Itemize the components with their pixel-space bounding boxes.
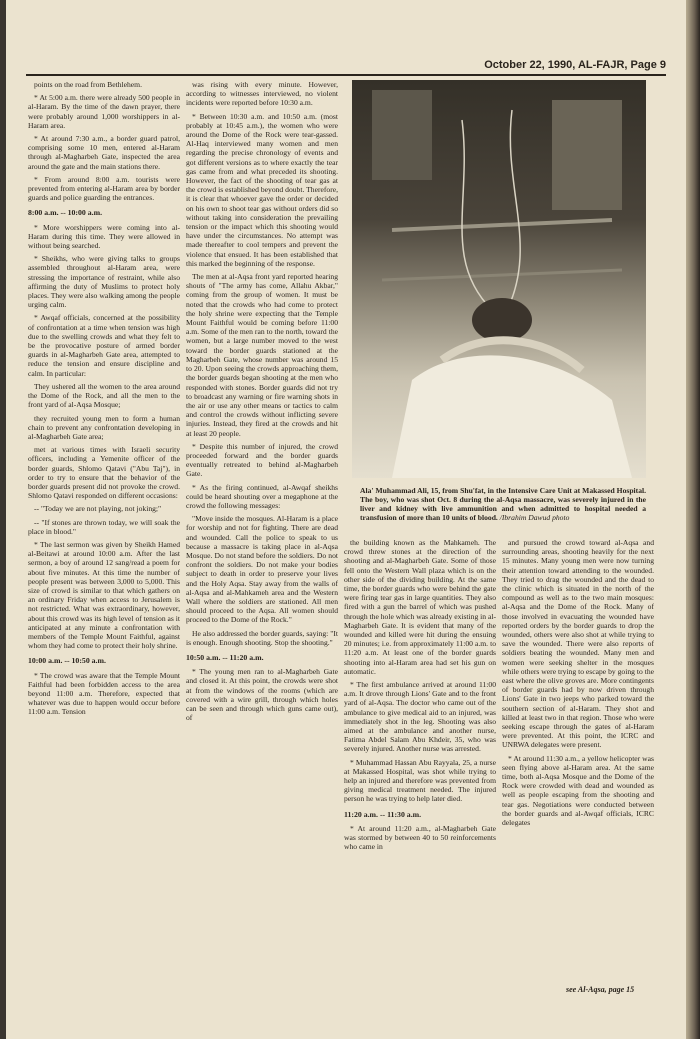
paragraph: * From around 8:00 a.m. tourists were prevented from entering al-Haram area by border guards and police guarding the entrances. (28, 174, 180, 203)
paragraph: They ushered all the women to the area around the Dome of the Rock, and all the men to the front yard of al-Aqsa Mosque; (28, 381, 180, 410)
paragraph: He also addressed the border guards, saying: "It is enough. Enough shooting. Stop the shooting." (186, 628, 338, 647)
continued-line: see Al-Aqsa, page 15 (566, 985, 635, 994)
newspaper-page (6, 0, 686, 1039)
paragraph: -- "If stones are thrown today, we will soak the place in blood." (28, 517, 180, 536)
paragraph: -- "Today we are not playing, not joking;" (34, 504, 162, 514)
column-3 (344, 538, 496, 978)
paragraph: * At around 7:30 a.m., a border guard patrol, comprising some 10 men, entered al-Haram through al-Magharbeh Gate, inspected the area around the gate and the main stations there. (28, 134, 180, 171)
paragraph: * Between 10:30 a.m. and 10:50 a.m. (most probably at 10:45 a.m.), the women who were around the Dome of the Rock were tear-gassed. Al-Haq interviewed many women and men regarding the precise chronology of events and got different versions as to where exactly the tear gas came from and what preceded its shooting. However, the fact of the shooting of tear gas at the crowd is established beyond doubt. Therefore, it is clear that whoever gave the order or decided on his own to shoot tear gas without orders did so without taking into consideration the prevailing tension or the impact which this shooting would have under the circumstances. No attempt was made thereafter to cool tempers and prevent the violence that ensued. It has been established that this marked the beginning of the response. (186, 111, 338, 268)
time-heading: 10:50 a.m. -- 11:20 a.m. (186, 652, 264, 662)
paragraph: * The first ambulance arrived at around 11:00 a.m. It drove through Lions' Gate and to the front yard of al-Aqsa. The doctor who came out of the ambulance to give medical aid to an injured, was immediately shot in the leg. Shooting was also aimed at the ambulance and another nurse, Fatima Abdel Salam Abu Khdeir, 35, who was severely injured. Another nurse was arrested. (344, 680, 496, 754)
paragraph: the building known as the Mahkameh. The crowd threw stones at the direction of the shooting and al-Magharbeh Gate. Some of those fell onto the Western Wall plaza which is on the other side of the dividing building. At the same time, the border guards who were behind the gate were firing tear gas in large quantities. They also fired with a gun the barrel of which was pushed through the hole which was already existing in al-Magharbeh Gate. It is evident that many of the wounded and killed were hit during the ensuing 20 minutes; i.e. from approximately 11:00 a.m. to 11:20 a.m. At least one of the border guards shooting into al-Haram area had set his gun on automatic. (344, 538, 496, 676)
paragraph: "Move inside the mosques. Al-Haram is a place for worship and not for fighting. There are dead and wounded. Call the police to speak to us because a massacre is taking place in al-Aqsa Mosque. Do not stand before the soldiers. Do not confront the soldiers. Do not make your bodies subject to death in order to preserve your lives and the Holy Aqsa. Stay away from the walls of al-Aqsa and al-Mahkameh area and the Western Wall where the soldiers are stationed. All men should proceed to the Aqsa. All women should proceed to the Dome of the Rock." (186, 514, 338, 625)
paragraph: and pursued the crowd toward al-Aqsa and surrounding areas, shooting heavily for the next 15 minutes. Many young men were now turning their attention toward attending to the wounded. They tried to drag the wounded and the dead to the clinic which is situated in the north of the compound as well as to the two main mosques: al-Aqsa and the Dome of the Rock. Many of those involved in evacuating the wounded have reported orders by the border guards to drop the wounded, others were also shot at while trying to save the wounded. There were also reports of soldiers beating the wounded. Many men and women were seeking shelter in the mosques while others were trying to escape by going to the east where the olive groves are. More contingents of border guards had by now driven through Lions' Gate in two jeeps who parked toward the southern section of al-Haram. They shot and killed at least two in that region. Those who were seeking escape through the gates of al-Haram were prevented. At this point, the ICRC and UNRWA delegates were present. (502, 538, 654, 750)
column-2 (186, 80, 338, 1030)
hospital-photo (352, 80, 646, 478)
paragraph: * Despite this number of injured, the crowd proceeded forward and the border guards eventually retreated to behind al-Magharbeh Gate. (186, 441, 338, 479)
paragraph: * The young men ran to al-Magharbeh Gate and closed it. At this point, the crowds were shot at from the windows of the rooms (which are covered with a wire grill, through which holes can be seen and through which guns came out), of (186, 667, 338, 723)
paragraph: * At around 11:30 a.m., a yellow helicopter was seen flying above al-Haram area. At the same time, both al-Aqsa Mosque and the Dome of the Rock were crowded with dead and wounded as well as people escaping from the shooting and tear gas. Negotiations were conducted between the border guards and al-Awqaf officials, ICRC delegates (502, 753, 654, 828)
column-1 (28, 80, 180, 1030)
paragraph: * More worshippers were coming into al-Haram during this time. They were allowed in without being searched. (28, 222, 180, 251)
page-header (26, 52, 666, 76)
time-heading: 10:00 a.m. -- 10:50 a.m. (28, 656, 106, 666)
time-heading: 11:20 a.m. -- 11:30 a.m. (344, 809, 422, 819)
paragraph: * At around 11:20 a.m., al-Magharbeh Gate was stormed by between 40 to 50 reinforcements who came in (344, 823, 496, 852)
paragraph: * The last sermon was given by Sheikh Hamed al-Beitawi at around 10:00 a.m. After the last sermon, a boy of around 12 sang/read a poem for about five minutes. At this time the number of people present was between 3,000 to 5,000. This size of crowd is similar to that which gathers on an ordinary Friday when access to Jerusalem is not restricted. What was extraordinary, however, about this crowd was its high level of tension as it anticipated at any minute a confrontation with members of the Temple Mount Faithful, against whom they had come to protect their holy shrine. (28, 539, 180, 651)
paragraph: met at various times with Israeli security officers, including a Yemenite officer of the border guards, Shlomo Qatavi ("Abu Taj"), in order to try to ensure that the behavior of the border guards present did not provoke the crowd. Shlomo Qatavi responded on different occasions: (28, 445, 180, 501)
time-heading: 8:00 a.m. -- 10:00 a.m. (28, 208, 103, 218)
caption-text: Ala' Muhammad Ali, 15, from Shu'fat, in the Intensive Care Unit at Makassed Hospital. The boy, who was shot Oct. 8 during the al-Aqsa massacre, was severely injured in the liver and kidney with live ammunition and when admitted to hospital needed a transfusion of more than 10 units of blood. (360, 486, 646, 522)
paragraph: * Muhammad Hassan Abu Rayyala, 25, a nurse at Makassed Hospital, was shot while trying to help an injured and therefore was prevented from giving medical treatment needed. The injured person he was trying to help later died. (344, 757, 496, 804)
paragraph: points on the road from Bethlehem. (34, 80, 142, 89)
paragraph: they recruited young men to form a human chain to prevent any confrontation developing in al-Magharbeh Gate area; (28, 413, 180, 441)
paragraph: * Awqaf officials, concerned at the possibility of confrontation at a time when tension was high due to the swelling crowds and what they felt to be the provocative posture of armed border guards in al-Magharbeh Gate area, attempted to reduce the tension and ensure discipline and calm. In particular: (28, 313, 180, 378)
photo-illustration (352, 80, 646, 478)
paragraph: The men at al-Aqsa front yard reported hearing shouts of "The army has come, Allahu Akbar," coming from the group of women. It must be noted that the crowds who had come to protect the holy shrine were expecting that the Temple Mount Faithful would be coming before 11:00 a.m. Some of the men ran to the north, toward the women, but a large number moved to the west toward the border guards stationed at the Magharbeh Gate, whose number was around 15 to 20. Upon seeing the crowds approaching them, the border guards began shooting at the men who responded with stones. Border guards did not try to broadcast any warning or fire warning shots in the air or use any other means or tactics to calm and control the crowds without inflicting severe injuries. Instead, they fired at the crowds and hit at least 20 people. (186, 272, 338, 438)
paragraph: * As the firing continued, al-Awqaf sheikhs could be heard shouting over a megaphone at the crowd the following messages: (186, 482, 338, 510)
photo-credit: /Ibrahim Dawud photo (499, 513, 570, 522)
paragraph: * Sheikhs, who were giving talks to groups assembled throughout al-Haram area, were stressing the importance of restraint, while also affirming the duty of Muslims to protect holy places. They were also walking among the people urging calm. (28, 254, 180, 310)
header-dateline: October 22, 1990, AL-FAJR, Page 9 (484, 59, 666, 71)
photo-caption (360, 486, 646, 522)
paragraph: was rising with every minute. However, according to witnesses interviewed, no violent incidents were reported before 10:30 a.m. (186, 80, 338, 108)
column-4 (502, 538, 654, 978)
paragraph: * The crowd was aware that the Temple Mount Faithful had been forbidden access to the area beyond 11:00 a.m. Therefore, expected that whatever was due to happen would occur before 11:00 a.m. Tension (28, 670, 180, 717)
paragraph: * At 5:00 a.m. there were already 500 people in al-Haram. By the time of the dawn prayer, there were probably around 1,000 worshippers in al-Haram area. (28, 93, 180, 130)
binding-gutter (686, 0, 700, 1039)
